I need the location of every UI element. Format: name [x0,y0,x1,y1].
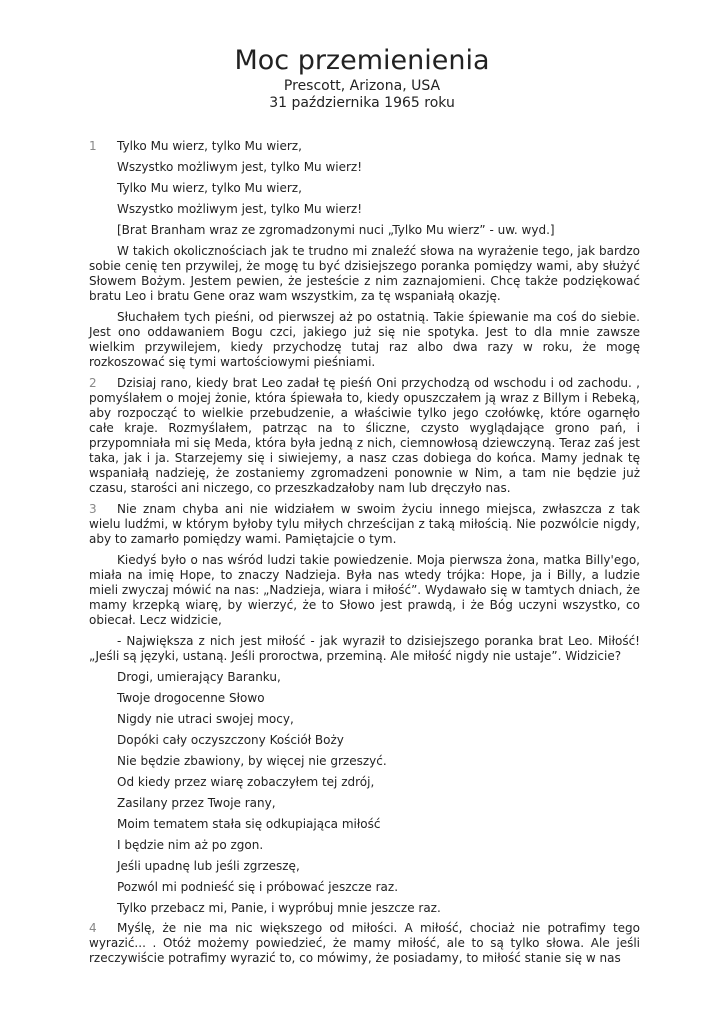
numbered-paragraph [89,921,640,966]
song-line: I będzie nim aż po zgon. [117,837,264,852]
song-line: Zasilany przez Twoje rany, [117,795,276,810]
paragraph-number: 1 [89,139,97,153]
paragraph-text: Myślę, że nie ma nic większego od miłości. A miłość, chociaż nie potrafimy tego wyrazić... . Otóż możemy powiedzieć, że mamy miłość, ale to są tylko słowa. Ale jeśli rzeczywiście potrafimy wyrazić to, co mówimy, że posiadamy, to miłość stanie się w nas [89,921,640,965]
paragraph-text: Dzisiaj rano, kiedy brat Leo zadał tę pieśń Oni przychodzą od wschodu i od zachodu. , pomyślałem o mojej żonie, która śpiewała to, kiedy opuszczałem ją wraz z Billym i Rebeką, aby rozpocząć to wielkie przebudzenie, a właściwie tylko jego czołówkę, które ogarnęło całe kraje. Rozmyślałem, patrząc na to śliczne, czysto wyglądające grono pań, i przypomniała mi się Meda, która była jedną z nich, ciemnowłosą dziewczyną. Teraz zaś jest taka, jak i ja. Starzejemy się i siwiejemy, a nasz czas dobiega do końca. Mamy jednak tę wspaniałą nadzieję, że zostaniemy zgromadzeni ponownie w Nim, a tam nie będzie już czasu, starości ani niczego, co przeszkadzałoby nam lub dręczyło nas. [89,375,640,495]
sermon-location: Prescott, Arizona, USA [283,78,441,94]
song-line: Tylko Mu wierz, tylko Mu wierz, [117,181,302,195]
numbered-paragraph [89,376,640,496]
paragraph-number: 2 [89,375,97,390]
song-line: Tylko Mu wierz, tylko Mu wierz, [117,139,302,153]
song-line: Nigdy nie utraci swojej mocy, [117,711,294,726]
paragraph: - Największa z nich jest miłość - jak wyraził to dzisiejszego poranka brat Leo. Miłość! „Jeśli są języki, ustaną. Jeśli proroctwa, przeminą. Ale miłość nigdy nie ustaje”. Widzicie? [89,633,640,663]
paragraph: W takich okolicznościach jak te trudno mi znaleźć słowa na wyrażenie tego, jak bardzo sobie cenię ten przywilej, że mogę tu być dzisiejszego poranka pomiędzy wami, aby służyć Słowem Bożym. Jestem pewien, że jesteście z nim zaznajomieni. Chcę także podziękować bratu Leo i bratu Gene oraz wam wszystkim, za tę wspaniałą okazję. [89,243,640,303]
song-line: Wszystko możliwym jest, tylko Mu wierz! [117,160,363,174]
numbered-paragraph [89,502,640,547]
song-line: Jeśli upadnę lub jeśli zgrzeszę, [117,858,300,873]
song-block [89,670,640,916]
song-line: Twoje drogocenne Słowo [117,690,265,705]
song-line: Moim tematem stała się odkupiająca miłość [117,816,381,831]
song-line: Dopóki cały oczyszczony Kościół Boży [117,732,344,747]
song-line: Pozwól mi podnieść się i próbować jeszcze raz. [117,879,399,894]
song-note: [Brat Branham wraz ze zgromadzonymi nuci „Tylko Mu wierz” - uw. wyd.] [117,223,555,237]
song-line: Wszystko możliwym jest, tylko Mu wierz! [117,202,363,216]
song-line: Od kiedy przez wiarę zobaczyłem tej zdrój, [117,774,375,789]
song-line: Tylko przebacz mi, Panie, i wypróbuj mnie jeszcze raz. [117,900,441,915]
page-title: Moc przemienienia [234,45,490,76]
song-line: Drogi, umierający Baranku, [117,669,281,684]
paragraph-text: Nie znam chyba ani nie widziałem w swoim życiu innego miejsca, zwłaszcza z tak wielu ludźmi, w którym byłoby tylu miłych chrześcijan z taką miłością. Nie pozwólcie nigdy, aby to zamarło pomiędzy wami. Pamiętajcie o tym. [89,501,640,546]
sermon-body [89,139,640,972]
paragraph-number: 3 [89,501,97,516]
paragraph: Słuchałem tych pieśni, od pierwszej aż po ostatnią. Takie śpiewanie ma coś do siebie. Jest ono oddawaniem Bogu czci, jakiego już się nie spotyka. Jest to dla mnie zawsze wielkim przywilejem, kiedy przychodzę tutaj raz albo dwa razy w roku, że mogę rozkoszować się tymi wartościowymi pieśniami. [89,309,640,369]
paragraph-number: 4 [89,921,97,935]
song-block [89,139,640,238]
song-line: Nie będzie zbawiony, by więcej nie grzeszyć. [117,753,387,768]
paragraph: Kiedyś było o nas wśród ludzi takie powiedzenie. Moja pierwsza żona, matka Billy'ego, miała na imię Hope, to znaczy Nadzieja. Była nas wtedy trójka: Hope, ja i Billy, a ludzie mieli zwyczaj mówić na nas: „Nadzieja, wiara i miłość”. Wydawało się w tamtych dniach, że mamy krzepką wiarę, by wierzyć, że to Słowo jest prawdą, i że Bóg uczyni wszystko, co obiecał. Lecz widzicie, [89,552,640,627]
sermon-date: 31 października 1965 roku [269,95,455,111]
